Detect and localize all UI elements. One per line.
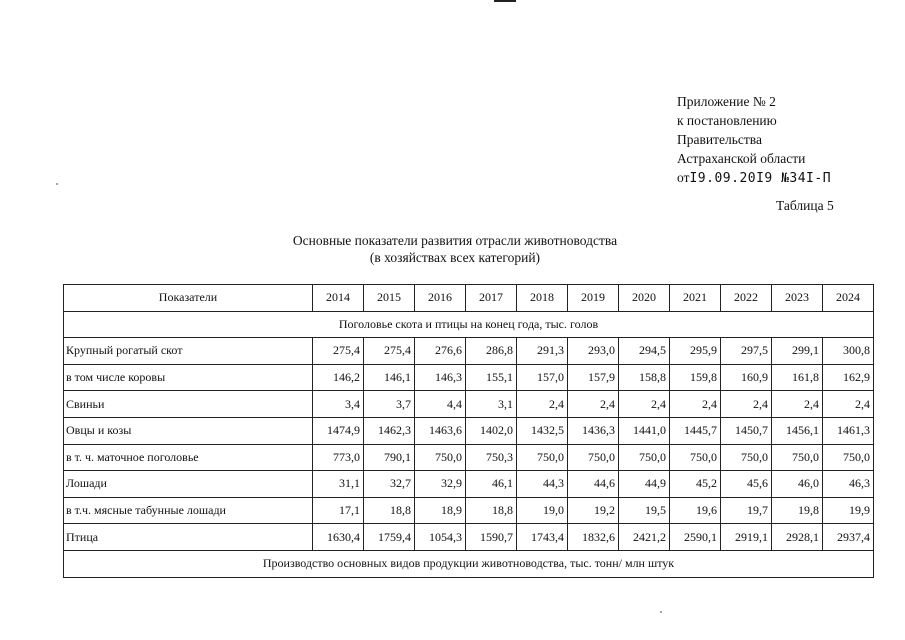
table-cell: 750,0 bbox=[568, 444, 619, 471]
header-year: 2018 bbox=[517, 285, 568, 312]
table-cell: 44,3 bbox=[517, 471, 568, 498]
table-cell: 300,8 bbox=[823, 338, 874, 365]
table-cell: 276,6 bbox=[415, 338, 466, 365]
table-cell: 32,9 bbox=[415, 471, 466, 498]
table-header-row bbox=[64, 285, 874, 312]
table-cell: 750,0 bbox=[772, 444, 823, 471]
table-cell: 46,0 bbox=[772, 471, 823, 498]
table-cell: 1474,9 bbox=[313, 417, 364, 444]
table-cell: 19,8 bbox=[772, 497, 823, 524]
row-label: Птица bbox=[64, 524, 313, 551]
row-label: Лошади bbox=[64, 471, 313, 498]
table-cell: 750,0 bbox=[517, 444, 568, 471]
table-cell: 2590,1 bbox=[670, 524, 721, 551]
table-row bbox=[64, 497, 874, 524]
table-row bbox=[64, 417, 874, 444]
table-cell: 750,0 bbox=[721, 444, 772, 471]
table-cell: 750,0 bbox=[619, 444, 670, 471]
table-cell: 157,9 bbox=[568, 364, 619, 391]
table-cell: 1441,0 bbox=[619, 417, 670, 444]
table-cell: 2,4 bbox=[670, 391, 721, 418]
table-cell: 291,3 bbox=[517, 338, 568, 365]
header-year: 2024 bbox=[823, 285, 874, 312]
resolution-date: I9.09.20I9 №34I-П bbox=[689, 171, 832, 186]
table-cell: 19,5 bbox=[619, 497, 670, 524]
scan-mark bbox=[494, 0, 516, 2]
header-year: 2020 bbox=[619, 285, 670, 312]
table-cell: 18,8 bbox=[466, 497, 517, 524]
table-cell: 157,0 bbox=[517, 364, 568, 391]
table-cell: 3,4 bbox=[313, 391, 364, 418]
table-cell: 2,4 bbox=[721, 391, 772, 418]
table-cell: 773,0 bbox=[313, 444, 364, 471]
table-cell: 1759,4 bbox=[364, 524, 415, 551]
header-year: 2023 bbox=[772, 285, 823, 312]
table-row bbox=[64, 364, 874, 391]
table-cell: 750,0 bbox=[670, 444, 721, 471]
date-prefix: от bbox=[677, 170, 690, 185]
table-cell: 31,1 bbox=[313, 471, 364, 498]
table-cell: 294,5 bbox=[619, 338, 670, 365]
table-cell: 1461,3 bbox=[823, 417, 874, 444]
table-cell: 162,9 bbox=[823, 364, 874, 391]
table-cell: 45,2 bbox=[670, 471, 721, 498]
row-label: в том числе коровы bbox=[64, 364, 313, 391]
table-cell: 1432,5 bbox=[517, 417, 568, 444]
table-cell: 1456,1 bbox=[772, 417, 823, 444]
appendix-line: Астраханской области bbox=[677, 151, 806, 166]
appendix-block bbox=[677, 92, 831, 188]
table-cell: 1054,3 bbox=[415, 524, 466, 551]
header-year: 2016 bbox=[415, 285, 466, 312]
header-indicators: Показатели bbox=[64, 285, 313, 312]
table-cell: 1462,3 bbox=[364, 417, 415, 444]
table-cell: 297,5 bbox=[721, 338, 772, 365]
row-label: Крупный рогатый скот bbox=[64, 338, 313, 365]
table-cell: 295,9 bbox=[670, 338, 721, 365]
row-label: Овцы и козы bbox=[64, 417, 313, 444]
table-cell: 286,8 bbox=[466, 338, 517, 365]
scan-speck bbox=[660, 611, 662, 613]
table-cell: 4,4 bbox=[415, 391, 466, 418]
section-row-production bbox=[64, 550, 874, 577]
table-cell: 750,0 bbox=[823, 444, 874, 471]
table-cell: 1445,7 bbox=[670, 417, 721, 444]
table-cell: 2937,4 bbox=[823, 524, 874, 551]
appendix-line: Правительства bbox=[677, 132, 762, 147]
table-cell: 18,8 bbox=[364, 497, 415, 524]
header-year: 2022 bbox=[721, 285, 772, 312]
table-cell: 146,1 bbox=[364, 364, 415, 391]
table-cell: 275,4 bbox=[364, 338, 415, 365]
table-row bbox=[64, 338, 874, 365]
table-cell: 1743,4 bbox=[517, 524, 568, 551]
table-cell: 46,3 bbox=[823, 471, 874, 498]
table-cell: 750,0 bbox=[415, 444, 466, 471]
title-line: Основные показатели развития отрасли животноводства bbox=[292, 233, 618, 248]
table-cell: 3,1 bbox=[466, 391, 517, 418]
table-cell: 1436,3 bbox=[568, 417, 619, 444]
table-cell: 1590,7 bbox=[466, 524, 517, 551]
resolution-date-line bbox=[677, 168, 831, 188]
table-row bbox=[64, 444, 874, 471]
table-cell: 3,7 bbox=[364, 391, 415, 418]
table-cell: 44,6 bbox=[568, 471, 619, 498]
table-cell: 1450,7 bbox=[721, 417, 772, 444]
table-cell: 1463,6 bbox=[415, 417, 466, 444]
table-cell: 1402,0 bbox=[466, 417, 517, 444]
table-cell: 32,7 bbox=[364, 471, 415, 498]
table-cell: 2,4 bbox=[823, 391, 874, 418]
table-cell: 19,0 bbox=[517, 497, 568, 524]
section-row-livestock bbox=[64, 311, 874, 338]
section-header: Производство основных видов продукции животноводства, тыс. тонн/ млн штук bbox=[64, 550, 874, 577]
header-year: 2017 bbox=[466, 285, 517, 312]
table-number: Таблица 5 bbox=[776, 198, 834, 213]
table-cell: 45,6 bbox=[721, 471, 772, 498]
document-title bbox=[230, 232, 680, 266]
table-cell: 275,4 bbox=[313, 338, 364, 365]
title-subline: (в хозяйствах всех категорий) bbox=[369, 250, 541, 265]
table-cell: 46,1 bbox=[466, 471, 517, 498]
table-row bbox=[64, 391, 874, 418]
table-cell: 2,4 bbox=[619, 391, 670, 418]
table-cell: 159,8 bbox=[670, 364, 721, 391]
header-year: 2015 bbox=[364, 285, 415, 312]
table-cell: 2928,1 bbox=[772, 524, 823, 551]
table-cell: 18,9 bbox=[415, 497, 466, 524]
header-year: 2021 bbox=[670, 285, 721, 312]
table-cell: 2919,1 bbox=[721, 524, 772, 551]
table-cell: 293,0 bbox=[568, 338, 619, 365]
table-cell: 161,8 bbox=[772, 364, 823, 391]
table-row bbox=[64, 524, 874, 551]
scan-speck bbox=[56, 183, 58, 185]
section-header: Поголовье скота и птицы на конец года, тыс. голов bbox=[64, 311, 874, 338]
row-label: Свиньи bbox=[64, 391, 313, 418]
table-cell: 160,9 bbox=[721, 364, 772, 391]
table-row bbox=[64, 471, 874, 498]
indicators-table bbox=[63, 284, 874, 578]
row-label: в т.ч. мясные табунные лошади bbox=[64, 497, 313, 524]
table-cell: 44,9 bbox=[619, 471, 670, 498]
table-cell: 19,6 bbox=[670, 497, 721, 524]
table-cell: 158,8 bbox=[619, 364, 670, 391]
appendix-line: Приложение № 2 bbox=[677, 94, 776, 109]
table-cell: 790,1 bbox=[364, 444, 415, 471]
row-label: в т. ч. маточное поголовье bbox=[64, 444, 313, 471]
table-cell: 146,2 bbox=[313, 364, 364, 391]
table-cell: 19,7 bbox=[721, 497, 772, 524]
table-cell: 19,9 bbox=[823, 497, 874, 524]
table-cell: 1832,6 bbox=[568, 524, 619, 551]
table-cell: 299,1 bbox=[772, 338, 823, 365]
table-cell: 19,2 bbox=[568, 497, 619, 524]
table-cell: 2,4 bbox=[517, 391, 568, 418]
table-cell: 750,3 bbox=[466, 444, 517, 471]
table-cell: 146,3 bbox=[415, 364, 466, 391]
header-year: 2019 bbox=[568, 285, 619, 312]
table-cell: 155,1 bbox=[466, 364, 517, 391]
table-cell: 2,4 bbox=[772, 391, 823, 418]
table-cell: 2421,2 bbox=[619, 524, 670, 551]
appendix-line: к постановлению bbox=[677, 113, 777, 128]
table-cell: 1630,4 bbox=[313, 524, 364, 551]
table-cell: 17,1 bbox=[313, 497, 364, 524]
header-year: 2014 bbox=[313, 285, 364, 312]
table-cell: 2,4 bbox=[568, 391, 619, 418]
